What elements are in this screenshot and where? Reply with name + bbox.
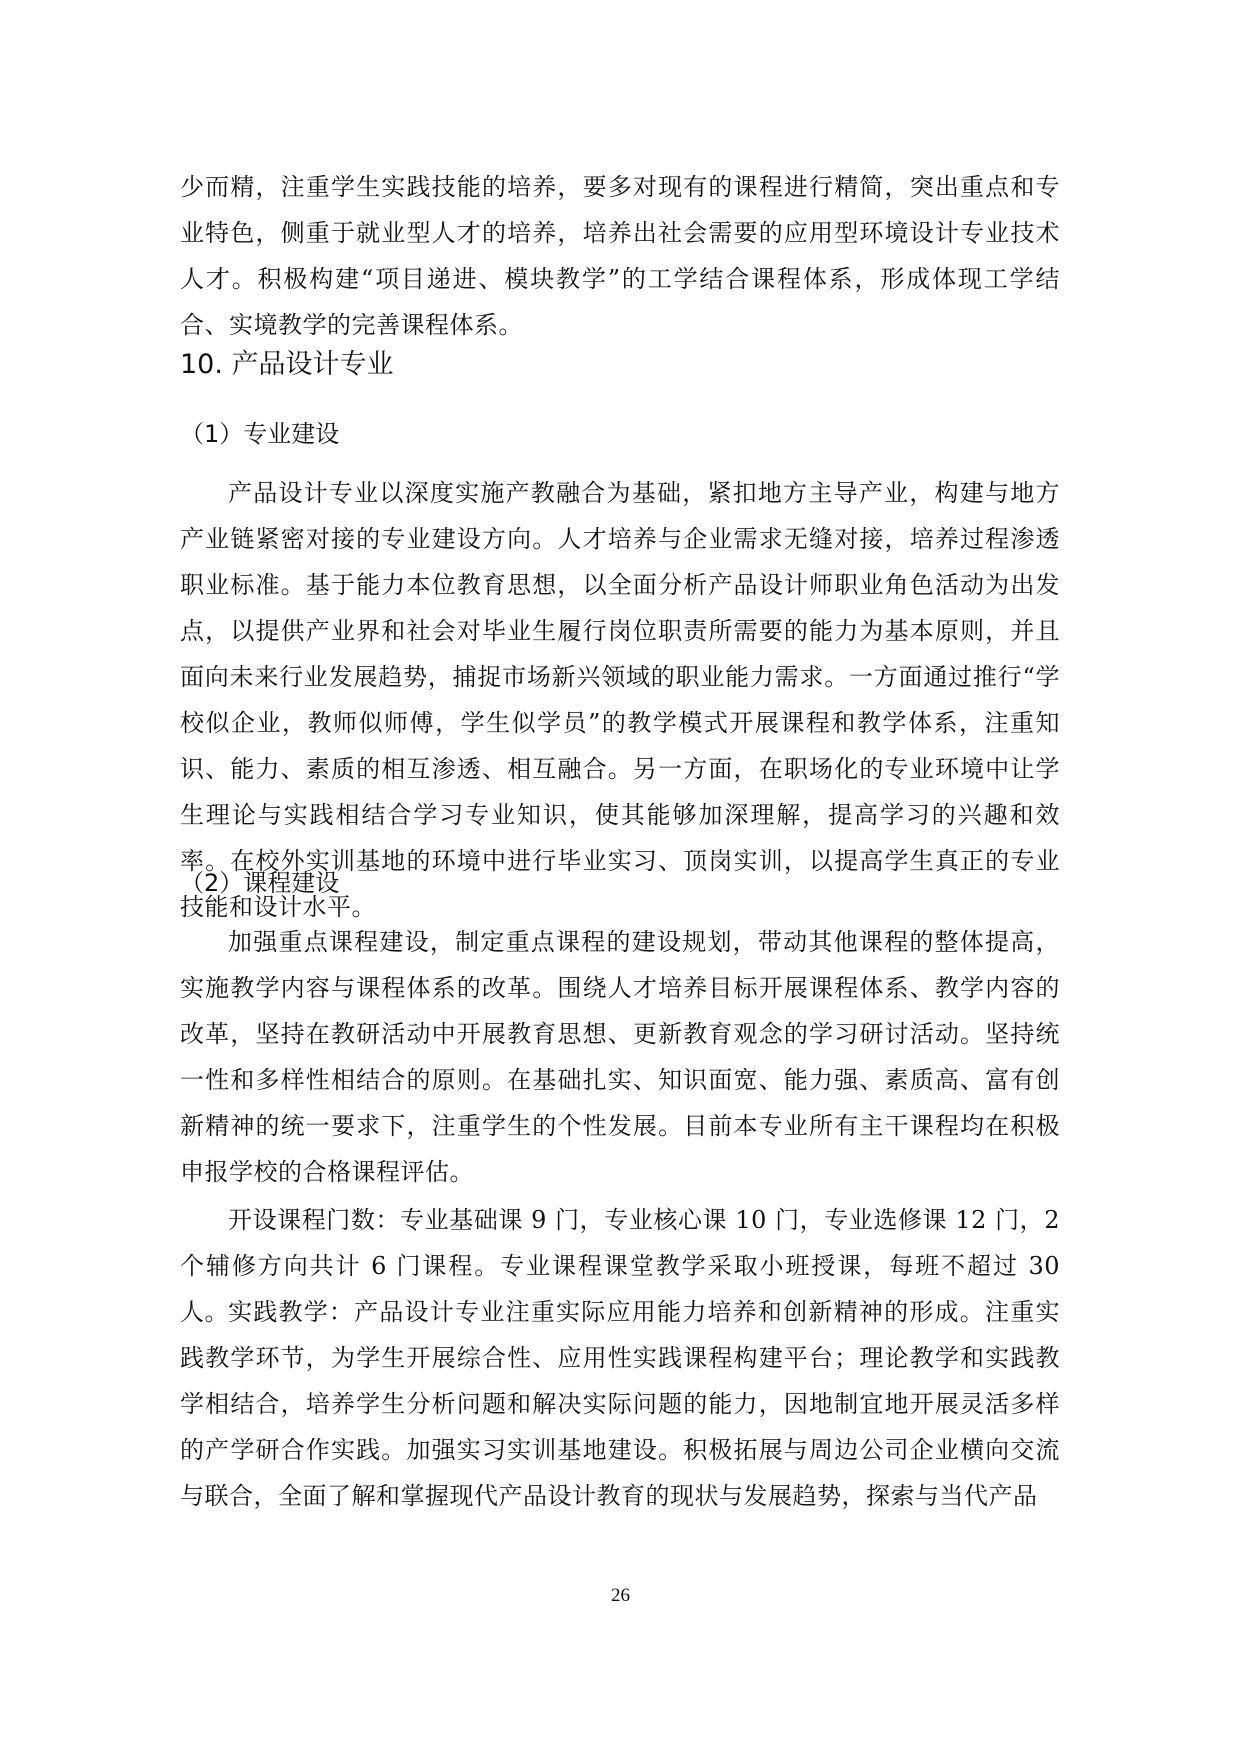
section-heading: 10. 产品设计专业 — [180, 349, 394, 380]
paragraph-course-construction: 加强重点课程建设，制定重点课程的建设规划，带动其他课程的整体提高，实施教学内容与课程体系的改革。围绕人才培养目标开展课程体系、教学内容的改革，坚持在教研活动中开展教育思想、更新教育观念的学习研讨活动。坚持统一性和多样性相结合的原则。在基础扎实、知识面宽、能力强、素质高、富有创新精神的统一要求下，注重学生的个性发展。目前本专业所有主干课程均在积极申报学校的合格课程评估。 — [180, 928, 1060, 1186]
subsection-heading-major-construction: （1）专业建设 — [180, 420, 340, 448]
subsection-heading-course-construction: （2）课程建设 — [180, 869, 340, 897]
paragraph-practice-teaching: 实践教学：产品设计专业注重实际应用能力培养和创新精神的形成。注重实践教学环节，为学生开展综合性、应用性实践课程构建平台；理论教学和实践教学相结合，培养学生分析问题和解决实际问题的能力，因地制宜地开展灵活多样的产学研合作实践。加强实习实训基地建设。积极拓展与周边公司企业横向交流与联合，全面了解和掌握现代产品设计教育的现状与发展趋势，探索与当代产品 — [180, 1298, 1060, 1510]
page-number: 26 — [611, 1585, 630, 1606]
paragraph-course-count: 开设课程门数：专业基础课 9 门，专业核心课 10 门，专业选修课 12 门，2 个辅修方向共计 6 门课程。专业课程课堂教学采取小班授课，每班不超过 30 人。 — [180, 1206, 1060, 1326]
paragraph-continuation: 少而精，注重学生实践技能的培养，要多对现有的课程进行精简，突出重点和专业特色，侧重于就业型人才的培养，培养出社会需要的应用型环境设计专业技术人才。积极构建“项目递进、模块教学”的工学结合课程体系，形成体现工学结合、实境教学的完善课程体系。 — [180, 173, 1060, 339]
paragraph-major-construction: 产品设计专业以深度实施产教融合为基础，紧扣地方主导产业，构建与地方产业链紧密对接的专业建设方向。人才培养与企业需求无缝对接，培养过程渗透职业标准。基于能力本位教育思想，以全面分析产品设计师职业角色活动为出发点，以提供产业界和社会对毕业生履行岗位职责所需要的能力为基本原则，并且面向未来行业发展趋势，捕捉市场新兴领域的职业能力需求。一方面通过推行“学校似企业，教师似师傅，学生似学员”的教学模式开展课程和教学体系，注重知识、能力、素质的相互渗透、相互融合。另一方面，在职场化的专业环境中让学生理论与实践相结合学习专业知识，使其能够加深理解，提高学习的兴趣和效率。在校外实训基地的环境中进行毕业实习、顶岗实训，以提高学生真正的专业技能和设计水平。 — [180, 479, 1060, 921]
